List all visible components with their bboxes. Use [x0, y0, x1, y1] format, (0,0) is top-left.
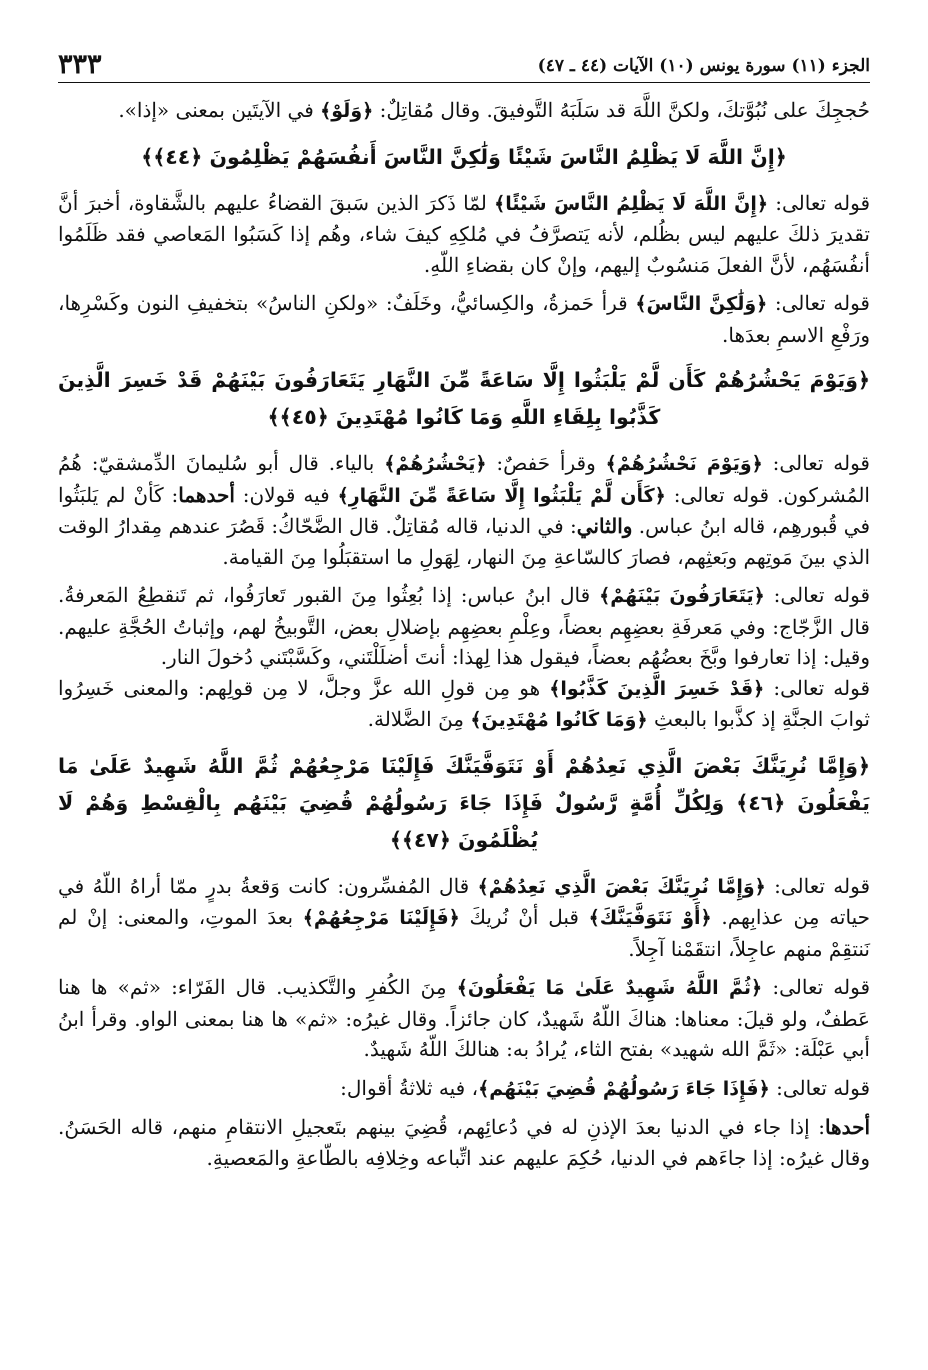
quran-quote: ﴿أَوْ نَتَوَفَّيَنَّكَ﴾ — [588, 907, 712, 929]
paragraph-5 — [58, 580, 870, 673]
paragraph-2 — [58, 188, 870, 281]
paragraph-text: في الآيتَين بمعنى «إذا». — [118, 98, 321, 122]
paragraph-text: لمّا ذَكرَ الذين سَبقَ القضاءُ عليهم بالشَّقاوة، أخبرَ أنَّ تقديرَ ذلكَ عليهم ليس بظُلم، لأنه يَتصرَّفُ في مُلكِهِ كيفَ شاء، وهُم إذا كَسَبُوا المَعاصي فقد ظَلَمُوا أنفُسَهُم، لأنَّ الفعلَ مَنسُوبٌ إليهم، وإنْ كان بقضاءِ اللّهِ. — [58, 190, 870, 277]
paragraph-3 — [58, 288, 870, 350]
paragraph-text: : إذا جاء في الدنيا بعدَ الإذنِ له في دُعائِهم، قُضِيَ بينهم بتَعجيلِ الانتقامِ منهم، قاله الحَسَنُ. وقال غيرُه: إذا جاءَهم في الدنيا، حُكِمَ عليهم عند اتِّباعه وخِلافِه بالطّاعةِ والمَعصيةِ. — [58, 1115, 870, 1170]
paragraph-text: قرأ حَمزةُ، والكِسائيُّ، وخَلَفٌ: «ولكنِ الناسُ» بتخفيفِ النون وكَسْرِها، ورَفْعِ الاسمِ بعدَها. — [58, 291, 870, 347]
paragraph-4 — [58, 448, 870, 572]
paragraph-text: : كَأنْ لم يَلبَثُوا في قُبورهِم، قاله ابنُ عباس. — [58, 482, 871, 538]
quran-quote: ﴿فَإِذَا جَاءَ رَسُولُهُمْ قُضِيَ بَيْنَهُم﴾ — [478, 1077, 770, 1100]
paragraph-text: مِنَ الضَّلالة. — [367, 707, 471, 731]
keyword: والثاني — [576, 514, 633, 538]
quran-quote: ﴿وَلَٰكِنَّ النَّاسَ﴾ — [635, 293, 768, 315]
paragraph-8 — [58, 972, 870, 1065]
quran-quote: ﴿كَأَن لَّمْ يَلْبَثُوا إِلَّا سَاعَةً مِّنَ النَّهَارِ﴾ — [337, 484, 666, 507]
quran-quote: ﴿فَإِلَيْنَا مَرْجِعُهُمْ﴾ — [302, 907, 460, 929]
quran-quote: ﴿وَإِمَّا نُرِيَنَّكَ بَعْضَ الَّذِي نَعِدُهُمْ﴾ — [477, 875, 766, 898]
paragraph-text: قوله تعالى: — [765, 873, 870, 898]
paragraph-6 — [58, 673, 870, 736]
paragraph-text: فيه قولان: — [234, 482, 338, 507]
quran-quote: ﴿إِنَّ اللَّهَ لَا يَظْلِمُ النَّاسَ شَيْئًا﴾ — [494, 192, 769, 215]
paragraph-text: قوله تعالى: — [767, 291, 870, 315]
paragraph-1 — [58, 95, 870, 127]
paragraph-text: قال ابنُ عباس: إذا بُعِثُوا مِنَ القبور تَعارَفُوا، ثم تَنقطِعُ المَعرفةُ. قال الزَّجّاج: وفي مَعرفَةِ بعضِهِم بعضاً، وعِلْمِ بعضِهِم بإضلالِ بعض، التَّوبيخُ لهم، وإثباتُ الحُجَّةِ عليهم. وقيل: إذا تعارفوا وبَّخَ بعضُهُم بعضاً، فيقول هذا لِهذا: أنتَ أضلَلْتَني، وكَسَّبْتَني دُخولَ النار. — [58, 583, 870, 669]
quran-quote: ﴿وَلَوْ﴾ — [320, 100, 374, 122]
quran-quote: ﴿يَحْشُرُهُمْ﴾ — [384, 453, 487, 475]
paragraph-text: قوله تعالى: — [762, 975, 871, 999]
paragraph-text: بعدَ الموتِ، والمعنى: إنْ لم نَنتقِمْ منهم عاجِلاً، انتقَمْنا آجِلاً. — [58, 905, 870, 961]
paragraph-text: ، فيه ثلاثةُ أقوال: — [340, 1075, 479, 1100]
page-header — [58, 30, 870, 83]
verses-46-47: ﴿وَإِمَّا نُرِيَنَّكَ بَعْضَ الَّذِي نَعِدُهُمْ أَوْ نَتَوَفَّيَنَّكَ فَإِلَيْنَا مَرْجِعُهُمْ ثُمَّ اللَّهُ شَهِيدٌ عَلَىٰ مَا يَفْعَلُونَ ﴿٤٦﴾ وَلِكُلِّ أُمَّةٍ رَّسُولٌ فَإِذَا جَاءَ رَسُولُهُمْ قُضِيَ بَيْنَهُم بِالْقِسْطِ وَهُمْ لَا يُظْلَمُونَ ﴿٤٧﴾﴾ — [58, 753, 870, 852]
paragraph-text: وقرأ حَفصٌ: — [486, 451, 606, 475]
verse-44: ﴿إِنَّ اللَّهَ لَا يَظْلِمُ النَّاسَ شَيْئًا وَلَٰكِنَّ النَّاسَ أَنفُسَهُمْ يَظْلِمُونَ ﴿٤٤﴾﴾ — [141, 144, 787, 169]
quran-quote: ﴿يَتَعَارَفُونَ بَيْنَهُمْ﴾ — [599, 585, 765, 607]
paragraph-text: قوله تعالى: — [768, 190, 871, 215]
paragraph-text: مِنَ الكُفرِ والتَّكذيب. قال الفَرّاء: «ثم» ها هنا عَطفٌ، ولو قيلَ: معناها: هناكَ اللّهُ شَهيدٌ، كان جائزاً. وقال غيرُه: «ثم» ها هنا بمعنى الواو. وقرأ ابنُ أبي عَبْلَة: «ثَمَّ الله شهيد» بفتح الثاء، يُرادُ به: هنالكَ اللّهُ شَهيدٌ. — [58, 975, 870, 1061]
paragraph-text: هو مِن قولِ الله عزَّ وجلَّ، لا مِن قولِهم: والمعنى خَسِرُوا ثوابَ الجنَّةِ إذ كذَّبوا بالبعثِ — [58, 675, 870, 731]
paragraph-text: : في الدنيا، قاله مُقاتِلٌ. قال الضَّحّاكُ: قَصُرَ عندهم مِقدارُ الوقت الذي بينَ مَوتِهم وبَعثِهم، فصارَ كالسّاعةِ مِنَ النهار، لِهَولِ ما استقبَلُوا مِنَ القيامة. — [58, 514, 870, 569]
paragraph-text: قوله تعالى: — [769, 1075, 870, 1100]
verse-45: ﴿وَيَوْمَ يَحْشُرُهُمْ كَأَن لَّمْ يَلْبَثُوا إِلَّا سَاعَةً مِّنَ النَّهَارِ يَتَعَارَفُونَ بَيْنَهُمْ قَدْ خَسِرَ الَّذِينَ كَذَّبُوا بِلِقَاءِ اللَّهِ وَمَا كَانُوا مُهْتَدِينَ ﴿٤٥﴾﴾ — [58, 368, 870, 429]
quran-quote: ﴿وَيَوْمَ نَحْشُرُهُمْ﴾ — [605, 453, 763, 475]
quran-quote: ﴿قَدْ خَسِرَ الَّذِينَ كَذَّبُوا﴾ — [549, 677, 765, 700]
paragraph-text: بالياء. قال أبو سُليمانَ الدِّمشقيّ: هُمُ المُشركون. قوله تعالى: — [58, 451, 870, 507]
quran-quote: ﴿وَمَا كَانُوا مُهْتَدِينَ﴾ — [470, 709, 648, 731]
running-title: الجزء (١١) سورة يونس (١٠) الآيات (٤٤ ـ ٤٧) — [537, 56, 870, 76]
paragraph-text: قوله تعالى: — [762, 451, 870, 475]
paragraph-text: قبل أنْ نُريكَ — [459, 905, 589, 929]
keyword: أحدهما — [178, 482, 235, 507]
paragraph-7 — [58, 871, 870, 965]
paragraph-10 — [58, 1112, 870, 1173]
paragraph-text: قال المُفسِّرون: كانت وَقعةُ بدرٍ ممّا أراهُ اللّهُ في حياته مِن عذابِهم. — [58, 873, 870, 929]
paragraph-text: قوله تعالى: — [764, 583, 871, 607]
keyword: أحدها — [824, 1115, 870, 1139]
paragraph-9 — [58, 1073, 870, 1105]
page-number: ٣٣٣ — [58, 49, 102, 80]
paragraph-text: حُججِكَ على نُبُوَّتكَ، ولكنَّ اللَّهَ قد سَلَبَهُ التَّوفيقَ. وقال مُقاتِلٌ: — [373, 98, 870, 122]
paragraph-text: قوله تعالى: — [764, 675, 871, 700]
quran-quote: ﴿ثُمَّ اللَّهُ شَهِيدٌ عَلَىٰ مَا يَفْعَلُونَ﴾ — [456, 977, 763, 999]
